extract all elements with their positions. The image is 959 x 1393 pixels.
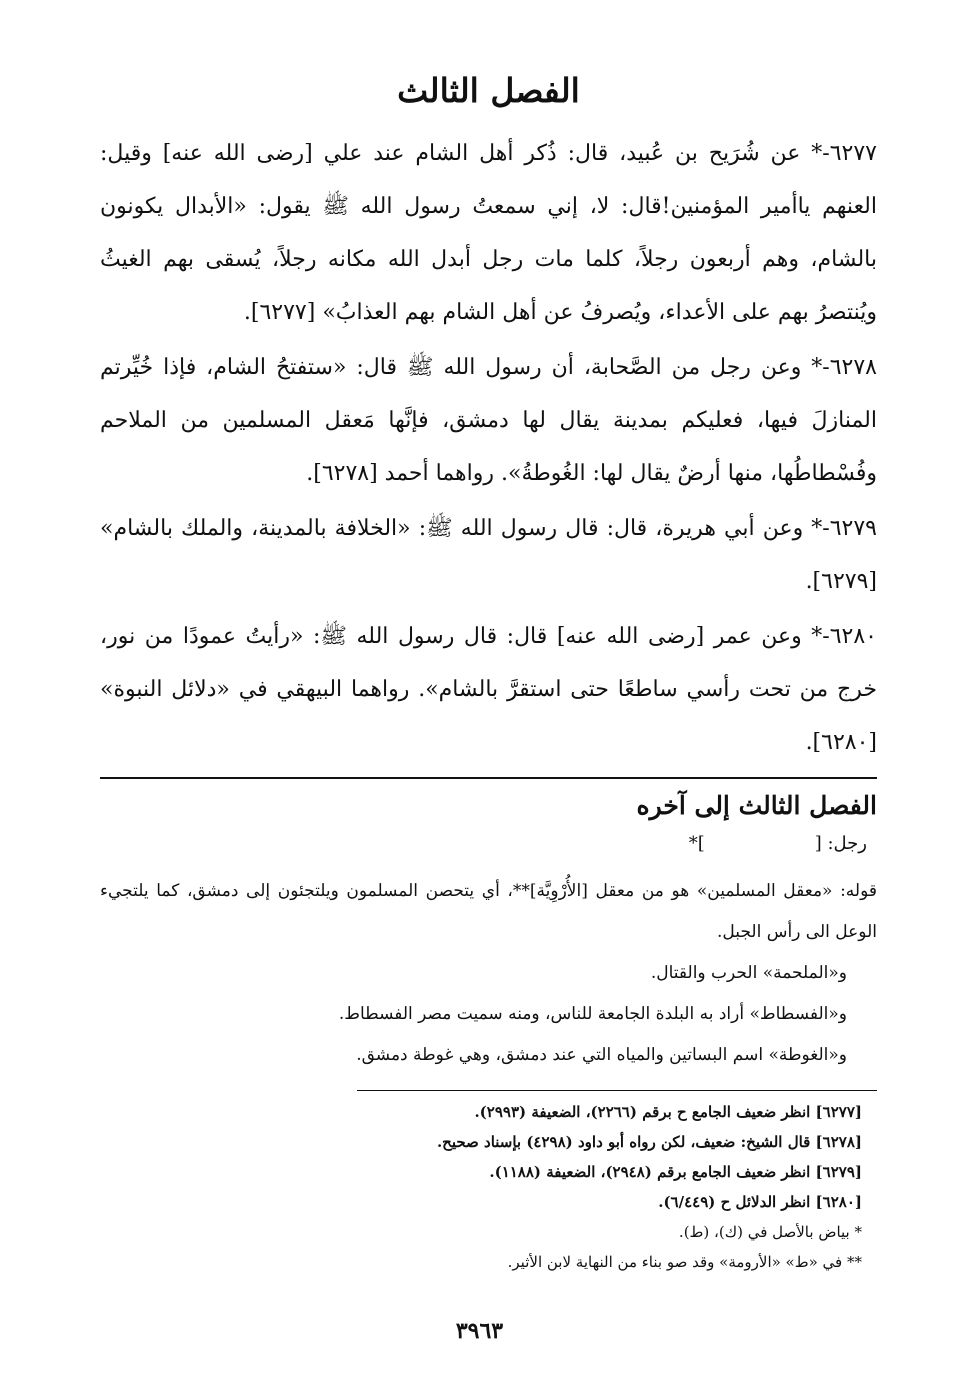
footnote-6279: [٦٢٧٩] انظر ضعيف الجامع برقم (٢٩٤٨)، الضعيفة (١١٨٨). (489, 1162, 862, 1181)
rajul-end: ]* (688, 832, 705, 854)
footnote-rule (357, 1090, 877, 1091)
commentary-title: الفصل الثالث إلى آخره (636, 790, 877, 820)
hadith-6277: ٦٢٧٧-* عن شُرَيح بن عُبيد، قال: ذُكر أهل الشام عند علي [رضى الله عنه] وقيل: العنهم ياأمير المؤمنين!قال: لا، إني سمعتُ رسول الله ﷺ يقول: «الأبدال يكونون بالشام، وهم أربعون رجلاً، كلما مات رجل أبدل الله مكانه رجلاً، يُسقى بهم الغيثُ ويُنتصرُ بهم على الأعداء، ويُصرفُ عن أهل الشام بهم العذابُ» [٦٢٧٧]. (100, 140, 877, 325)
footnote-star: * بياض بالأصل في (ك)، (ط). (678, 1222, 862, 1241)
chapter-title: الفصل الثالث (397, 71, 580, 110)
page-number: ٣٩٦٣ (455, 1318, 504, 1344)
note-malhama: و«الملحمة» الحرب والقتال. (650, 962, 847, 983)
footnote-double-star: ** في «ط» «الأرومة» وقد صو بناء من النهاية لابن الأثير. (507, 1252, 862, 1271)
footnote-6280: [٦٢٨٠] انظر الدلائل ح (٦/٤٤٩). (658, 1192, 862, 1211)
note-maqil: قوله: «معقل المسلمين» هو من معقل [الأُرْوِيَّة]**، أي يتحصن المسلمون ويلتجئون إلى دمشق، كما يلتجيء الوعل الى رأس الجبل. (100, 880, 877, 942)
hadith-6280: ٦٢٨٠-* وعن عمر [رضى الله عنه] قال: قال رسول الله ﷺ: «رأيتُ عمودًا من نور، خرج من تحت رأسي ساطعًا حتى استقرَّ بالشام». رواهما البيهقي في «دلائل النبوة» [٦٢٨٠]. (100, 623, 877, 755)
rajul-line (100, 829, 877, 859)
note-fustat: و«الفسطاط» أراد به البلدة الجامعة للناس، ومنه سميت مصر الفسطاط. (338, 1003, 847, 1024)
section-divider (100, 777, 877, 779)
hadith-6279: ٦٢٧٩-* وعن أبي هريرة، قال: قال رسول الله ﷺ: «الخلافة بالمدينة، والملك بالشام» [٦٢٧٩]. (100, 515, 877, 594)
footnote-6278: [٦٢٧٨] قال الشيخ: ضعيف، لكن رواه أبو داود (٤٢٩٨) بإسناد صحيح. (436, 1132, 862, 1151)
footnote-6277: [٦٢٧٧] انظر ضعيف الجامع ح برقم (٢٢٦٦)، الضعيفة (٢٩٩٣). (474, 1102, 862, 1121)
hadith-6278: ٦٢٧٨-* وعن رجل من الصَّحابة، أن رسول الله ﷺ قال: «ستفتحُ الشام، فإذا خُيِّرتم المنازلَ فيها، فعليكم بمدينة يقال لها دمشق، فإنَّها مَعقل المسلمين من الملاحم وفُسْطاطُها، منها أرضٌ يقال لها: الغُوطةُ». رواهما أحمد [٦٢٧٨]. (100, 354, 877, 486)
rajul-label: رجل: [ (814, 832, 867, 854)
note-ghouta: و«الغوطة» اسم البساتين والمياه التي عند دمشق، وهي غوطة دمشق. (356, 1044, 847, 1065)
